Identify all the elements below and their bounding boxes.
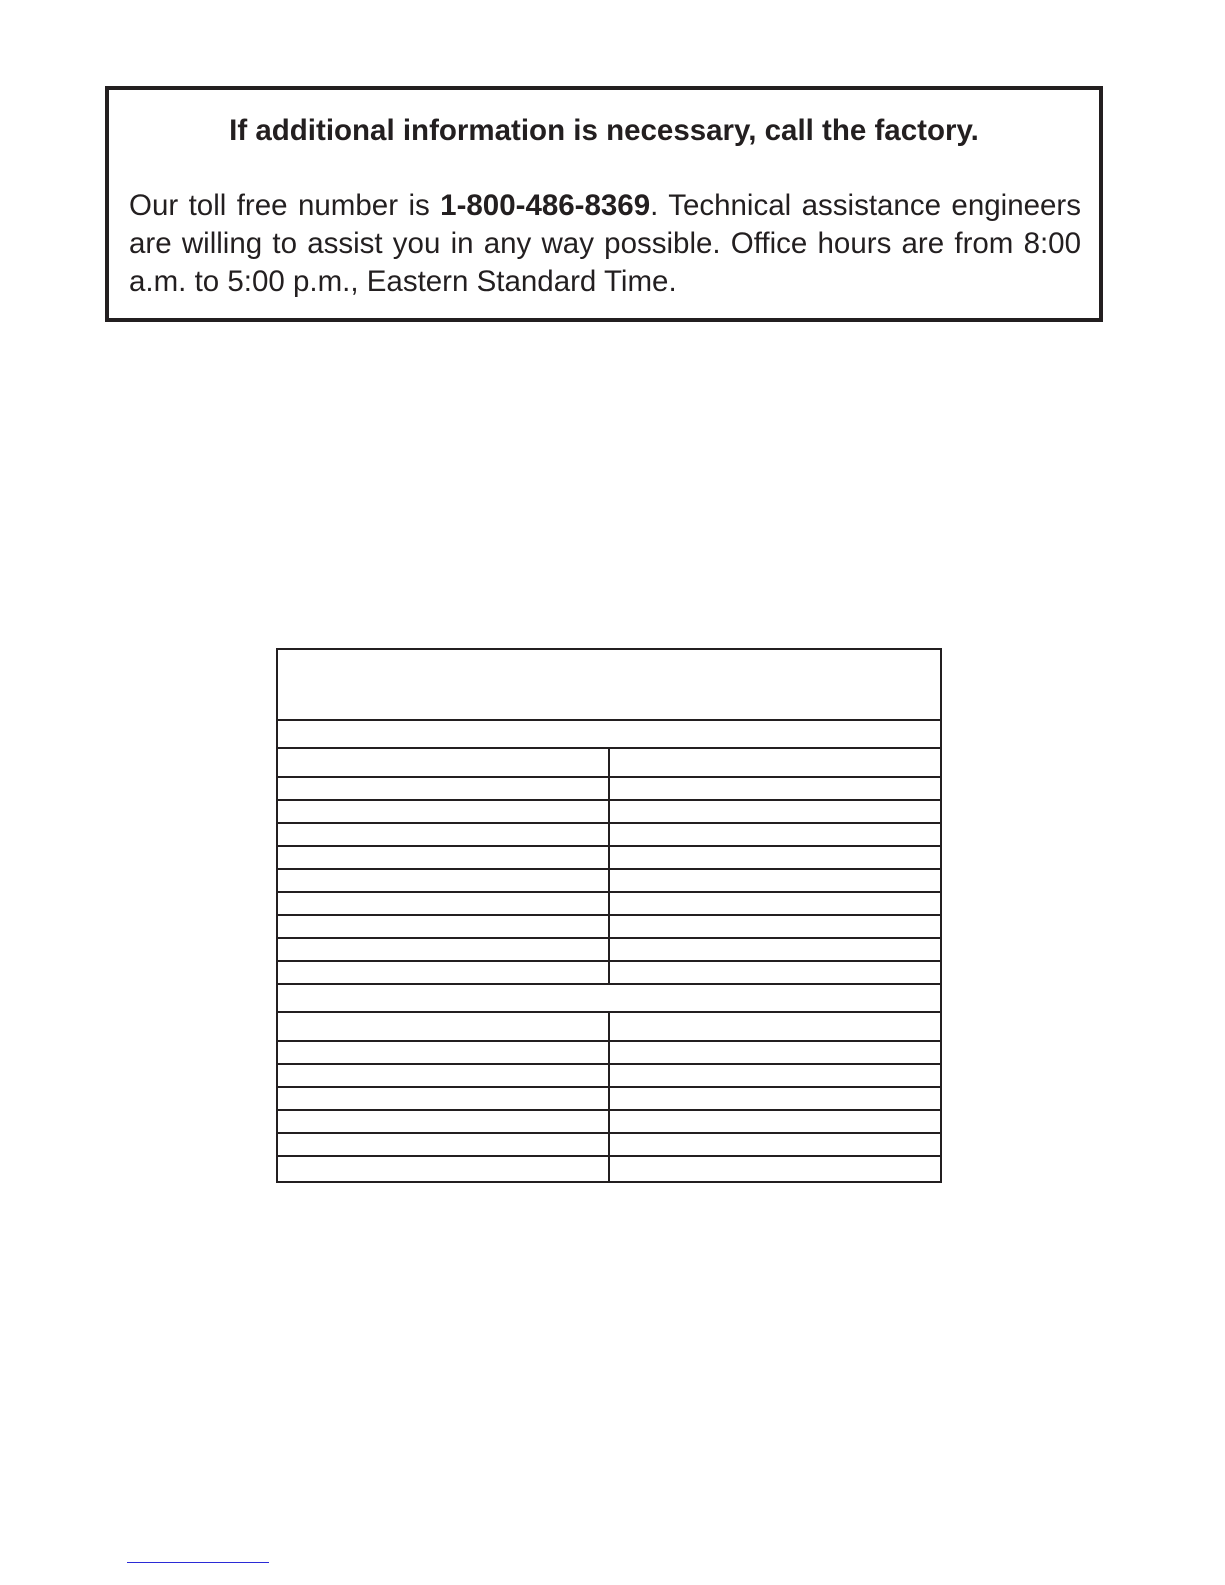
table-cell-left[interactable] (277, 938, 609, 961)
table-cell-right[interactable] (609, 823, 941, 846)
table-cell-left[interactable] (277, 892, 609, 915)
table-cell-left[interactable] (277, 846, 609, 869)
table-row (277, 1041, 941, 1064)
table-cell-right[interactable] (609, 800, 941, 823)
table-cell-right[interactable] (609, 1041, 941, 1064)
table-cell-left[interactable] (277, 1064, 609, 1087)
table-row (277, 823, 941, 846)
table-row (277, 1110, 941, 1133)
table-cell-left[interactable] (277, 869, 609, 892)
table-row (277, 915, 941, 938)
table-cell-left[interactable] (277, 1156, 609, 1182)
section-1-row (277, 720, 941, 748)
table-cell-left[interactable] (277, 961, 609, 984)
table-title-cell[interactable] (277, 649, 941, 720)
table-cell-right[interactable] (609, 748, 941, 777)
table-cell-left[interactable] (277, 1087, 609, 1110)
table-row (277, 1012, 941, 1041)
table-cell-left[interactable] (277, 1110, 609, 1133)
table-cell-right[interactable] (609, 846, 941, 869)
notice-body (129, 187, 1081, 301)
table-row (277, 938, 941, 961)
table-row (277, 1064, 941, 1087)
table-cell-right[interactable] (609, 777, 941, 800)
table-cell-left[interactable] (277, 748, 609, 777)
table-row (277, 1133, 941, 1156)
table-cell-left[interactable] (277, 1012, 609, 1041)
table-row (277, 892, 941, 915)
table-row (277, 800, 941, 823)
notice-body-suffix: . Technical assistance engineers are willing to assist you in any way possible. Office hours are from 8:00 a.m. to 5:00 p.m., Eastern Standard Time. (129, 189, 1081, 298)
notice-heading: If additional information is necessary, call the factory. (229, 114, 979, 147)
table-cell-left[interactable] (277, 1041, 609, 1064)
table-cell-left[interactable] (277, 915, 609, 938)
section-2-cell[interactable] (277, 984, 941, 1012)
table-row (277, 869, 941, 892)
table-row (277, 1156, 941, 1182)
table-row (277, 1087, 941, 1110)
table-cell-left[interactable] (277, 1133, 609, 1156)
factory-contact-notice (105, 86, 1103, 322)
table-title-row (277, 649, 941, 720)
table-cell-right[interactable] (609, 915, 941, 938)
table-cell-right[interactable] (609, 1110, 941, 1133)
section-2-row (277, 984, 941, 1012)
record-table (276, 648, 942, 1183)
table-row (277, 846, 941, 869)
section-1-cell[interactable] (277, 720, 941, 748)
notice-body-prefix: Our toll free number is (129, 189, 441, 222)
table-cell-left[interactable] (277, 800, 609, 823)
table-cell-right[interactable] (609, 938, 941, 961)
table-cell-left[interactable] (277, 823, 609, 846)
table-cell-right[interactable] (609, 961, 941, 984)
table-row (277, 777, 941, 800)
footer-divider (127, 1562, 269, 1563)
table-cell-right[interactable] (609, 892, 941, 915)
table-row (277, 961, 941, 984)
table-cell-right[interactable] (609, 1156, 941, 1182)
table-cell-right[interactable] (609, 1012, 941, 1041)
table-cell-right[interactable] (609, 1133, 941, 1156)
table-cell-right[interactable] (609, 1087, 941, 1110)
table-row (277, 748, 941, 777)
table-cell-right[interactable] (609, 1064, 941, 1087)
toll-free-number: 1-800-486-8369 (440, 189, 651, 222)
table-cell-left[interactable] (277, 777, 609, 800)
table-cell-right[interactable] (609, 869, 941, 892)
